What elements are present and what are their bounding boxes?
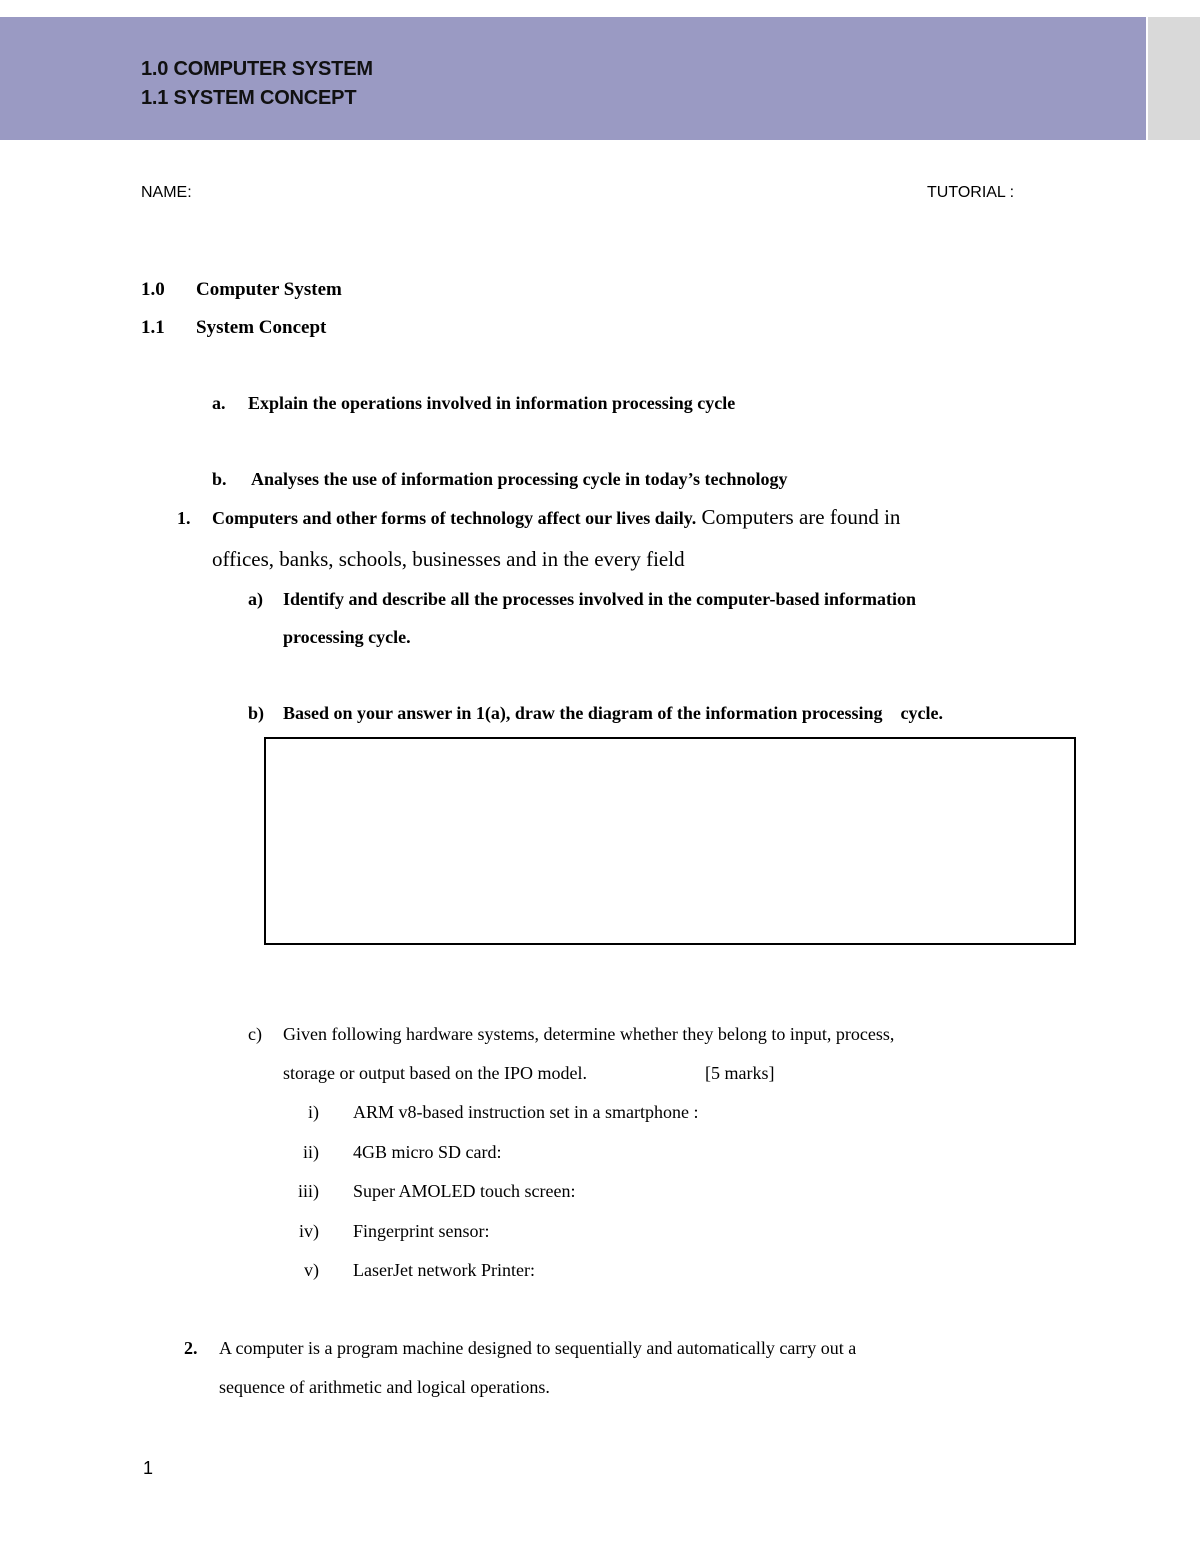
part-b-marker: b) — [248, 703, 265, 723]
name-label: NAME: — [141, 184, 192, 201]
diagram-answer-box — [264, 737, 1076, 945]
question1-intro-rest: Computers are found in — [696, 505, 901, 529]
part-a-marker: a) — [248, 589, 263, 609]
section-number-2: 1.1 — [141, 317, 165, 338]
objective-text-a: Explain the operations involved in information processing cycle — [248, 393, 736, 413]
tutorial-label: TUTORIAL : — [927, 184, 1015, 201]
section-title-2: System Concept — [196, 317, 327, 338]
objective-text-b: Analyses the use of information processing cycle in today’s technology — [251, 469, 788, 489]
part-c-marks: [5 marks] — [705, 1063, 775, 1083]
header-side-block — [1148, 17, 1200, 140]
item-text: ARM v8-based instruction set in a smartphone : — [353, 1102, 699, 1122]
item-marker: i) — [308, 1102, 319, 1122]
part-b-text: Based on your answer in 1(a), draw the diagram of the information processing cycle. — [283, 703, 943, 723]
page-number: 1 — [143, 1458, 154, 1478]
question2-line2: sequence of arithmetic and logical operations. — [219, 1377, 550, 1397]
question1-number: 1. — [177, 508, 191, 528]
question2-line1: A computer is a program machine designed to sequentially and automatically carry out a — [219, 1338, 857, 1358]
question1-intro-bold: Computers and other forms of technology affect our lives daily. — [212, 508, 697, 528]
item-text: Super AMOLED touch screen: — [353, 1181, 576, 1201]
item-text: 4GB micro SD card: — [353, 1142, 502, 1162]
header-title-1: 1.0 COMPUTER SYSTEM — [141, 58, 373, 80]
part-a-line2: processing cycle. — [283, 627, 411, 647]
item-marker: iii) — [298, 1181, 319, 1201]
question1-intro-line2: offices, banks, schools, businesses and in the every field — [212, 547, 685, 571]
part-a-line1: Identify and describe all the processes involved in the computer-based information — [283, 589, 916, 609]
part-c-marker: c) — [248, 1024, 262, 1044]
part-c-line2: storage or output based on the IPO model. — [283, 1063, 587, 1083]
item-text: LaserJet network Printer: — [353, 1260, 535, 1280]
objective-marker-a: a. — [212, 393, 226, 413]
item-marker: v) — [304, 1260, 319, 1280]
objective-marker-b: b. — [212, 469, 227, 489]
section-title-1: Computer System — [196, 279, 342, 300]
part-c-line1: Given following hardware systems, determine whether they belong to input, process, — [283, 1024, 895, 1044]
question2-number: 2. — [184, 1338, 198, 1358]
question1-intro — [212, 505, 900, 530]
item-marker: ii) — [303, 1142, 319, 1162]
item-marker: iv) — [299, 1221, 319, 1241]
item-text: Fingerprint sensor: — [353, 1221, 490, 1241]
section-number-1: 1.0 — [141, 279, 165, 300]
header-title-2: 1.1 SYSTEM CONCEPT — [141, 87, 357, 109]
